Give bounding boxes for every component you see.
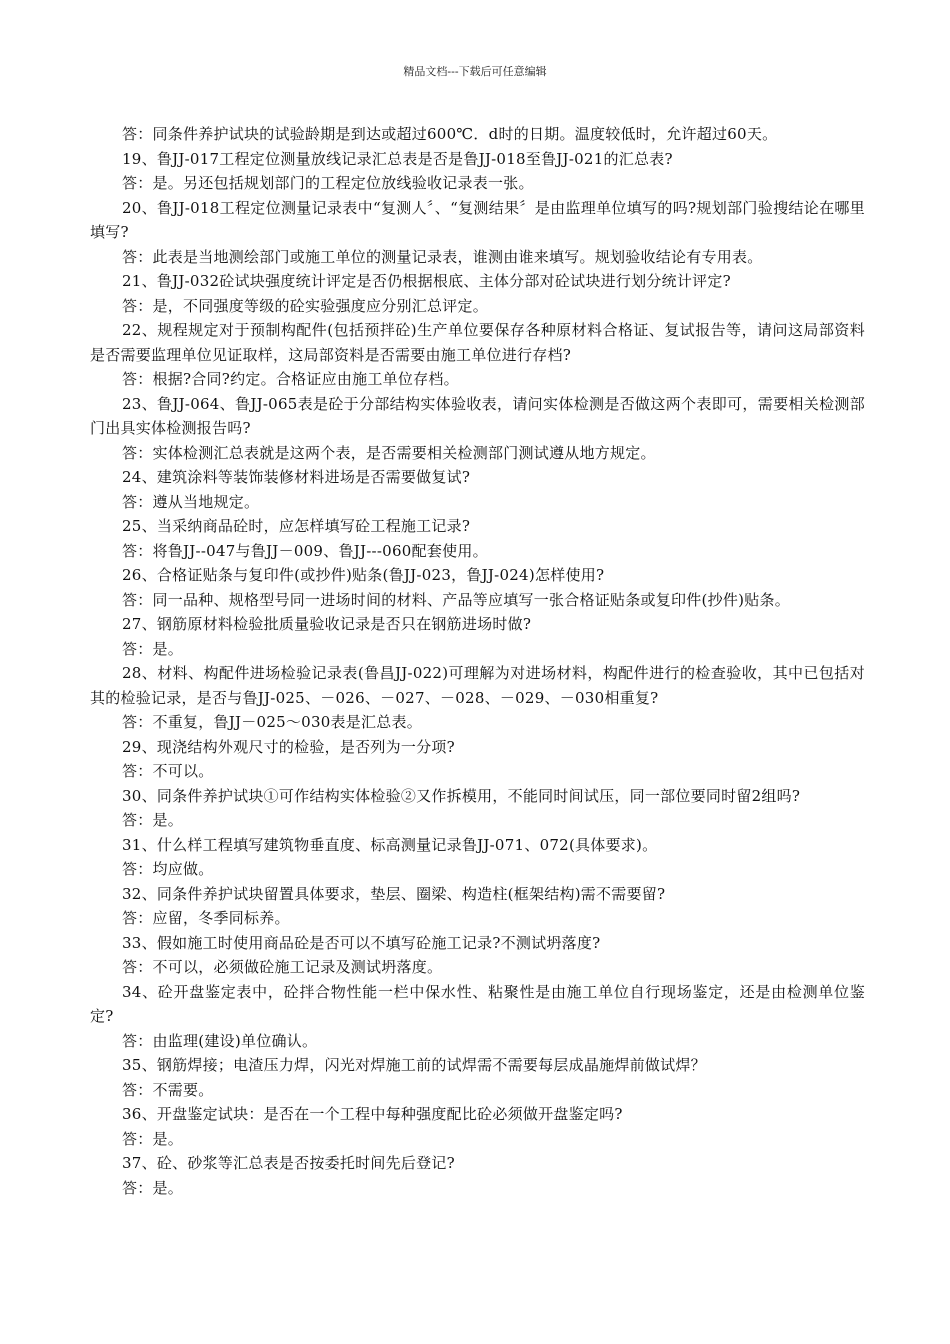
- answer-paragraph: 答：遵从当地规定。: [122, 492, 260, 511]
- answer-paragraph: 答：实体检测汇总表就是这两个表，是否需要相关检测部门测试遵从地方规定。: [122, 443, 656, 462]
- question-paragraph: 35、钢筋焊接；电渣压力焊，闪光对焊施工前的试焊需不需要每层成晶施焊前做试焊？: [122, 1056, 706, 1074]
- answer-paragraph: 答：不可以。: [122, 762, 214, 780]
- answer-paragraph: 答：是，不同强度等级的砼实验强度应分别汇总评定。: [122, 296, 489, 315]
- page-header: 精品文档---下载后可任意编辑: [403, 65, 547, 78]
- question-paragraph: 24、建筑涂料等装饰装修材料进场是否需要做复试?: [122, 468, 471, 486]
- answer-paragraph: 答：是。: [122, 1129, 184, 1148]
- answer-paragraph: 答：应留，冬季同标养。: [122, 909, 290, 927]
- answer-paragraph: 答：由监理(建设)单位确认。: [122, 1031, 318, 1050]
- answer-paragraph: 答：是。: [122, 639, 184, 658]
- question-paragraph: 37、砼、砂浆等汇总表是否按委托时间先后登记?: [122, 1154, 455, 1172]
- question-paragraph: 27、钢筋原材料检验批质量验收记录是否只在钢筋进场时做?: [122, 615, 532, 633]
- question-paragraph: 31、什么样工程填写建筑物垂直度、标高测量记录鲁JJ-071、072(具体要求)。: [122, 835, 658, 854]
- question-paragraph: 26、合格证贴条与复印件(或抄件)贴条(鲁JJ-023，鲁JJ-024)怎样使用?: [122, 566, 605, 584]
- question-paragraph: 32、同条件养护试块留置具体要求，垫层、圈梁、构造柱(框架结构)需不需要留?: [122, 884, 666, 903]
- question-paragraph: 33、假如施工时使用商品砼是否可以不填写砼施工记录?不测试坍落度?: [122, 933, 601, 952]
- question-paragraph: 30、同条件养护试块①可作结构实体检验②又作拆模用，不能同时间试压，同一部位要同时留2组吗?: [122, 786, 801, 805]
- document-body: [90, 122, 865, 1200]
- question-paragraph: 25、当采纳商品砼时，应怎样填写砼工程施工记录?: [122, 517, 471, 535]
- answer-paragraph: 答：是。: [122, 811, 184, 829]
- answer-paragraph: 答：是。另还包括规划部门的工程定位放线验收记录表一张。: [122, 174, 534, 192]
- question-paragraph: 34、砼开盘鉴定表中，砼拌合物性能一栏中保水性、粘聚性是由施工单位自行现场鉴定，还是由检测单位鉴定?: [90, 982, 865, 1025]
- question-paragraph: 22、规程规定对于预制构配件(包括预拌砼)生产单位要保存各种原材料合格证、复试报告等，请问这局部资料是否需要监理单位见证取样，这局部资料是否需要由施工单位进行存档?: [90, 321, 865, 364]
- question-paragraph: 36、开盘鉴定试块：是否在一个工程中每种强度配比砼必须做开盘鉴定吗?: [122, 1105, 623, 1123]
- answer-paragraph: 答：同一品种、规格型号同一进场时间的材料、产品等应填写一张合格证贴条或复印件(抄件)贴条。: [122, 590, 790, 609]
- question-paragraph: 19、鲁JJ-017工程定位测量放线记录汇总表是否是鲁JJ-018至鲁JJ-021的汇总表?: [122, 149, 673, 168]
- answer-paragraph: 答：均应做。: [122, 860, 214, 878]
- answer-paragraph: 答：不可以，必须做砼施工记录及测试坍落度。: [122, 958, 443, 976]
- answer-paragraph: 答：不需要。: [122, 1080, 214, 1099]
- question-paragraph: 21、鲁JJ-032砼试块强度统计评定是否仍根据根底、主体分部对砼试块进行划分统计评定?: [122, 272, 731, 290]
- answer-paragraph: 答：是。: [122, 1178, 184, 1197]
- answer-paragraph: 答：将鲁JJ--047与鲁JJ－009、鲁JJ---060配套使用。: [122, 541, 488, 560]
- answer-paragraph: 答：根据?合同?约定。合格证应由施工单位存档。: [122, 370, 459, 388]
- question-paragraph: 29、现浇结构外观尺寸的检验，是否列为一分项?: [122, 737, 455, 756]
- answer-paragraph: 答：此表是当地测绘部门或施工单位的测量记录表，谁测由谁来填写。规划验收结论有专用表。: [122, 247, 763, 266]
- answer-paragraph: 答：不重复，鲁JJ－025～030表是汇总表。: [122, 713, 423, 731]
- question-paragraph: 23、鲁JJ-064、鲁JJ-065表是砼于分部结构实体验收表，请问实体检测是否做这两个表即可，需要相关检测部门出具实体检测报告吗?: [90, 394, 865, 437]
- question-paragraph: 28、材料、构配件进场检验记录表(鲁昌JJ-022)可理解为对进场材料，构配件进行的检查验收，其中已包括对其的检验记录，是否与鲁JJ-025、－026、－027、－028、－029、－030相重复?: [90, 664, 865, 707]
- answer-paragraph: 答：同条件养护试块的试验龄期是到达或超过600℃．d时的日期。温度较低时，允许超过60天。: [122, 125, 778, 143]
- question-paragraph: 20、鲁JJ-018工程定位测量记录表中“复测人〞、“复测结果〞是由监理单位填写的吗?规划部门验搜结论在哪里填写?: [90, 198, 865, 241]
